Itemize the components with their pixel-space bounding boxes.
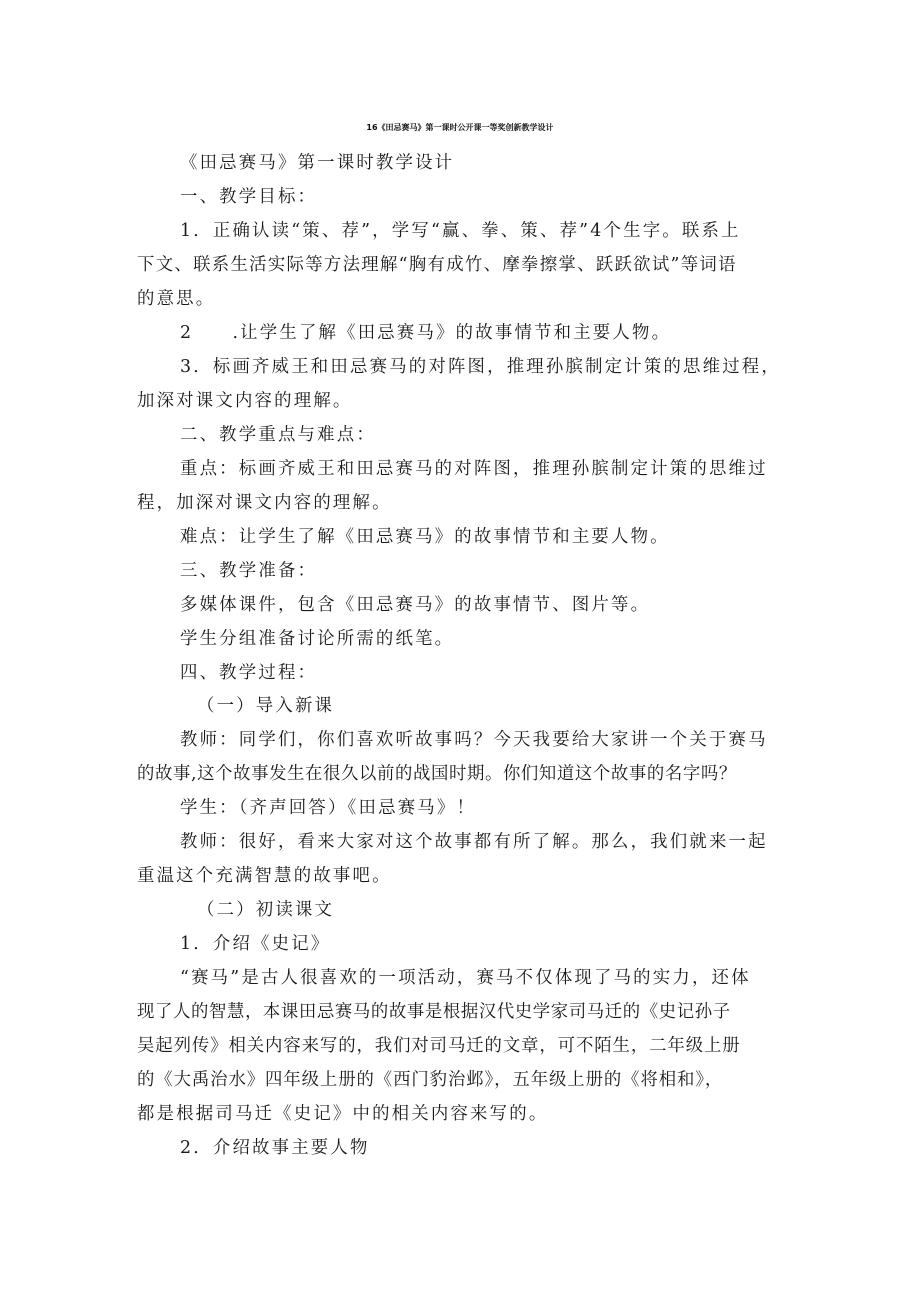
paragraph-line: 1．介绍《史记》 [180, 934, 331, 954]
section-heading-preparation: 三、教学准备： [180, 561, 318, 581]
paragraph-line: 的故事,这个故事发生在很久以前的战国时期。你们知道这个故事的名字吗？ [137, 764, 737, 784]
paragraph-line: 2 .让学生了解《田忌赛马》的故事情节和主要人物。 [180, 323, 672, 343]
paragraph-line: 3．标画齐威王和田忌赛马的对阵图，推理孙膑制定计策的思维过程， [180, 357, 781, 377]
paragraph-line: 的《大禹治水》四年级上册的《西门豹治邺》，五年级上册的《将相和》， [137, 1070, 724, 1090]
paragraph-line: 教师：很好，看来大家对这个故事都有所了解。那么，我们就来一起 [180, 832, 768, 852]
paragraph-line: 程，加深对课文内容的理解。 [137, 493, 392, 513]
paragraph-line: 现了人的智慧，本课田忌赛马的故事是根据汉代史学家司马迁的《史记孙子 [137, 1002, 731, 1022]
section-heading-process: 四、教学过程： [180, 663, 318, 683]
paragraph-line: 多媒体课件，包含《田忌赛马》的故事情节、图片等。 [180, 595, 651, 615]
section-heading-key-points: 二、教学重点与难点： [180, 425, 376, 445]
paragraph-line: 下文、联系生活实际等方法理解“胸有成竹、摩拳擦掌、跃跃欲试”等词语 [137, 255, 737, 275]
paragraph-line: 重点：标画齐威王和田忌赛马的对阵图，推理孙膑制定计策的思维过 [180, 459, 768, 479]
paragraph-line: 教师：同学们，你们喜欢听故事吗？今天我要给大家讲一个关于赛马 [180, 730, 768, 750]
paragraph-line: 难点：让学生了解《田忌赛马》的故事情节和主要人物。 [180, 527, 670, 547]
paragraph-line: 1．正确认读“策、荐”，学写“赢、拳、策、荐”4个生字。联系上 [180, 221, 741, 241]
paragraph-line: 学生分组准备讨论所需的纸笔。 [180, 629, 455, 649]
paragraph-line: 都是根据司马迁《史记》中的相关内容来写的。 [137, 1104, 549, 1124]
paragraph-line: 吴起列传》相关内容来写的，我们对司马迁的文章，可不陌生，二年级上册 [137, 1036, 741, 1056]
subtitle-line: 《田忌赛马》第一课时教学设计 [180, 153, 455, 173]
paragraph-line: 加深对课文内容的理解。 [137, 391, 353, 411]
paragraph-line: 学生：（齐声回答）《田忌赛马》！ [180, 798, 477, 818]
subsection-heading: （二）初读课文 [197, 900, 335, 920]
paragraph-line: 2．介绍故事主要人物 [180, 1138, 370, 1158]
document-title: 16《田忌赛马》第一课时公开课一等奖创新教学设计 [366, 123, 554, 132]
section-heading-objectives: 一、教学目标： [180, 187, 318, 207]
subsection-heading: （一）导入新课 [197, 696, 335, 716]
paragraph-line: 重温这个充满智慧的故事吧。 [137, 866, 392, 886]
paragraph-line: 的意思。 [137, 289, 216, 309]
paragraph-line: “赛马”是古人很喜欢的一项活动，赛马不仅体现了马的实力，还体 [180, 968, 751, 988]
